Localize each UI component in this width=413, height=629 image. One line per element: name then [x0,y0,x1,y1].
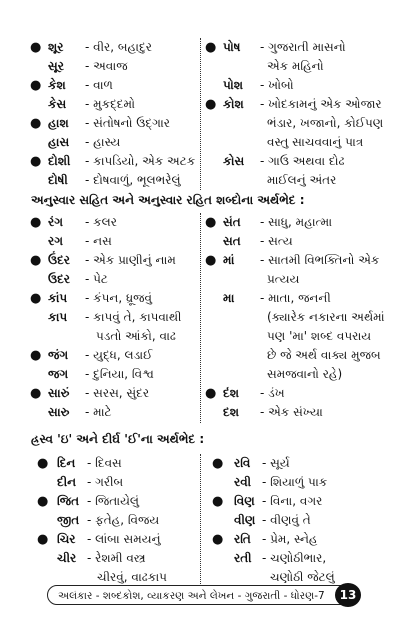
entry-meaning-line4: છે જે અર્થ વાક્ય મુજબ [267,348,381,362]
footer-text: અલંકાર - શબ્દકોશ, વ્યાકરણ અને લેખન - ગુજરાતી - ધોરણ-7 [58,590,325,602]
entry-word: દિન [57,456,76,470]
entry-meaning: - રેશમી વસ્ત્ર [87,551,146,565]
entry-meaning: - ખોદકામનું એક ઓજાર [260,97,382,111]
entry-meaning: - એક પ્રાણીનું નામ [85,253,176,267]
entry-meaning-line2: માઈલનું અંતર [267,173,337,187]
entry-word: કાપ [48,310,68,324]
entry-meaning-line2: ભંડાર, ખજાનો, કોઈપણ [267,116,384,130]
bullet-icon: ● [205,40,217,55]
entry-meaning: - એક સંખ્યા [260,405,323,419]
entry-word: મા [223,291,235,305]
entry-meaning: - માટે [85,405,112,419]
entry-meaning: - લાંબા સમયનું [87,532,161,546]
entry-word: ચીર [57,551,77,565]
entry-meaning: - કાપવું તે, કાપવાથી [85,310,182,324]
entry-word: પોષ [223,40,241,54]
entry-word: જગ [48,367,69,381]
entry-word: દશ [223,405,239,419]
bullet-icon: ● [37,532,49,547]
entry-word: રવી [234,475,252,489]
entry-word: કેસ [48,97,67,111]
entry-meaning: - વિના, વગર [262,494,323,508]
page-number: 13 [335,583,361,607]
entry-meaning: - દુનિયા, વિશ્વ [85,367,154,381]
entry-meaning: - પ્રેમ, સ્નેહ [262,532,318,546]
entry-word: ચિર [57,532,76,546]
entry-meaning: - ગુજરાતી માસનો [260,40,346,54]
entry-word: કોસ [223,154,245,168]
entry-meaning-line2: ચીરવું, વાઢકાપ [97,570,167,584]
entry-word: કાંપ [48,291,68,305]
entry-meaning: - અવાજ [85,59,128,73]
entry-meaning: - વીર, બહાદુર [85,40,152,54]
bullet-icon: ● [212,532,224,547]
entry-word: રતી [234,551,252,565]
entry-meaning: - સાતમી વિભક્તિનો એક [260,253,380,267]
entry-meaning: - મુકદ્દમો [85,97,135,111]
bullet-icon: ● [37,494,49,509]
section3-heading: હ્રસ્વ 'ઇ' અને દીર્ઘ 'ઈ'ના અર્થભેદ : [31,432,205,446]
entry-word: સંત [223,215,241,229]
entry-meaning: - યુદ્ધ, લડાઈ [85,348,153,362]
entry-word: જીત [57,513,80,527]
bullet-icon: ● [205,97,217,112]
entry-meaning-line2: એક મહિનો [267,59,324,73]
bullet-icon: ● [30,348,42,363]
bullet-icon: ● [205,215,217,230]
entry-word: દીન [57,475,77,489]
entry-meaning: - પેટ [85,272,108,286]
entry-word: વીણ [234,513,256,527]
entry-meaning: - વીણવું તે [262,513,311,527]
entry-meaning: - કંપન, ધ્રૂજવું [85,291,153,305]
entry-meaning-line2: (ક્યારેક નકારના અર્થમાં [267,310,385,324]
entry-word: દંશ [223,386,239,400]
column-divider [200,213,201,423]
entry-word: સારુ [48,405,70,419]
entry-word: દોશી [48,154,71,168]
entry-meaning-line5: સમજવાનો રહે) [267,367,343,381]
bullet-icon: ● [212,494,224,509]
entry-meaning: - માતા, જનની [260,291,331,305]
entry-meaning-line3: વસ્તુ સાચવવાનું પાત્ર [267,135,364,149]
entry-meaning: - દોષવાળું, ભૂલભરેલું [85,173,181,187]
entry-meaning: - ગાઉ અથવા દોઢ [260,154,345,168]
entry-word: રવિ [234,456,251,470]
entry-meaning: - કાપડિયો, એક અટક [85,154,196,168]
column-divider [200,38,201,190]
bullet-icon: ● [30,116,42,131]
entry-meaning: - કલર [85,215,117,229]
bullet-icon: ● [30,78,42,93]
entry-meaning: - નસ [85,234,112,248]
entry-word: રગ [48,234,63,248]
bullet-icon: ● [30,40,42,55]
bullet-icon: ● [30,386,42,401]
entry-meaning: - વાળ [85,78,113,92]
entry-meaning: - ચણોઠીભાર, [262,551,327,565]
entry-word: જંગ [48,348,69,362]
footer-bar [47,585,359,605]
entry-word: હાશ [48,116,69,130]
entry-meaning: - ગરીબ [87,475,124,489]
entry-word: ઉદર [48,272,70,286]
entry-word: માં [223,253,235,267]
entry-word: સૂર [48,59,64,73]
entry-word: જિત [57,494,80,508]
entry-meaning: - હાસ્ય [85,135,121,149]
entry-meaning: - સંતોષનો ઉદ્‌ગાર [85,116,170,130]
entry-meaning-line2: ચણોઠી જેટલું [270,570,335,584]
entry-word: કેશ [48,78,66,92]
bullet-icon: ● [30,253,42,268]
entry-meaning: - સત્ય [260,234,293,248]
bullet-icon: ● [30,154,42,169]
entry-meaning: - જિતાયેલું [87,494,140,508]
entry-meaning: - સૂર્ય [262,456,290,470]
entry-word: હાસ [48,135,70,149]
entry-meaning: - સાધુ, મહાત્મા [260,215,333,229]
bullet-icon: ● [212,456,224,471]
entry-meaning-line3: પણ 'મા' શબ્દ વપરાય [267,329,372,343]
entry-meaning: - ડંખ [260,386,285,400]
entry-word: શૂર [48,40,64,54]
entry-meaning: - ખોબો [260,78,294,92]
entry-word: ઉંદર [48,253,70,267]
entry-meaning: - શિયાળું પાક [262,475,328,489]
entry-meaning: - ફતેહ, વિજય [87,513,160,527]
column-divider [200,454,201,584]
bullet-icon: ● [205,386,217,401]
entry-word: સત [223,234,241,248]
entry-word: પોશ [223,78,244,92]
entry-meaning: - દિવસ [87,456,122,470]
entry-meaning-line2: પ્રત્યય [267,272,300,286]
section2-heading: અનુસ્વાર સહિત અને અનુસ્વાર રહિત શબ્દોના અર્થભેદ : [31,193,305,207]
entry-meaning: - સરસ, સુંદર [85,386,150,400]
entry-word: દોષી [48,173,68,187]
entry-word: રંગ [48,215,63,229]
bullet-icon: ● [30,291,42,306]
entry-word: સારું [48,386,70,400]
entry-word: રતિ [234,532,251,546]
entry-word: વિણ [234,494,255,508]
bullet-icon: ● [205,253,217,268]
bullet-icon: ● [30,215,42,230]
entry-word: કોશ [223,97,244,111]
bullet-icon: ● [37,456,49,471]
entry-meaning-line2: પડતો આંકો, વાઢ [96,329,176,343]
